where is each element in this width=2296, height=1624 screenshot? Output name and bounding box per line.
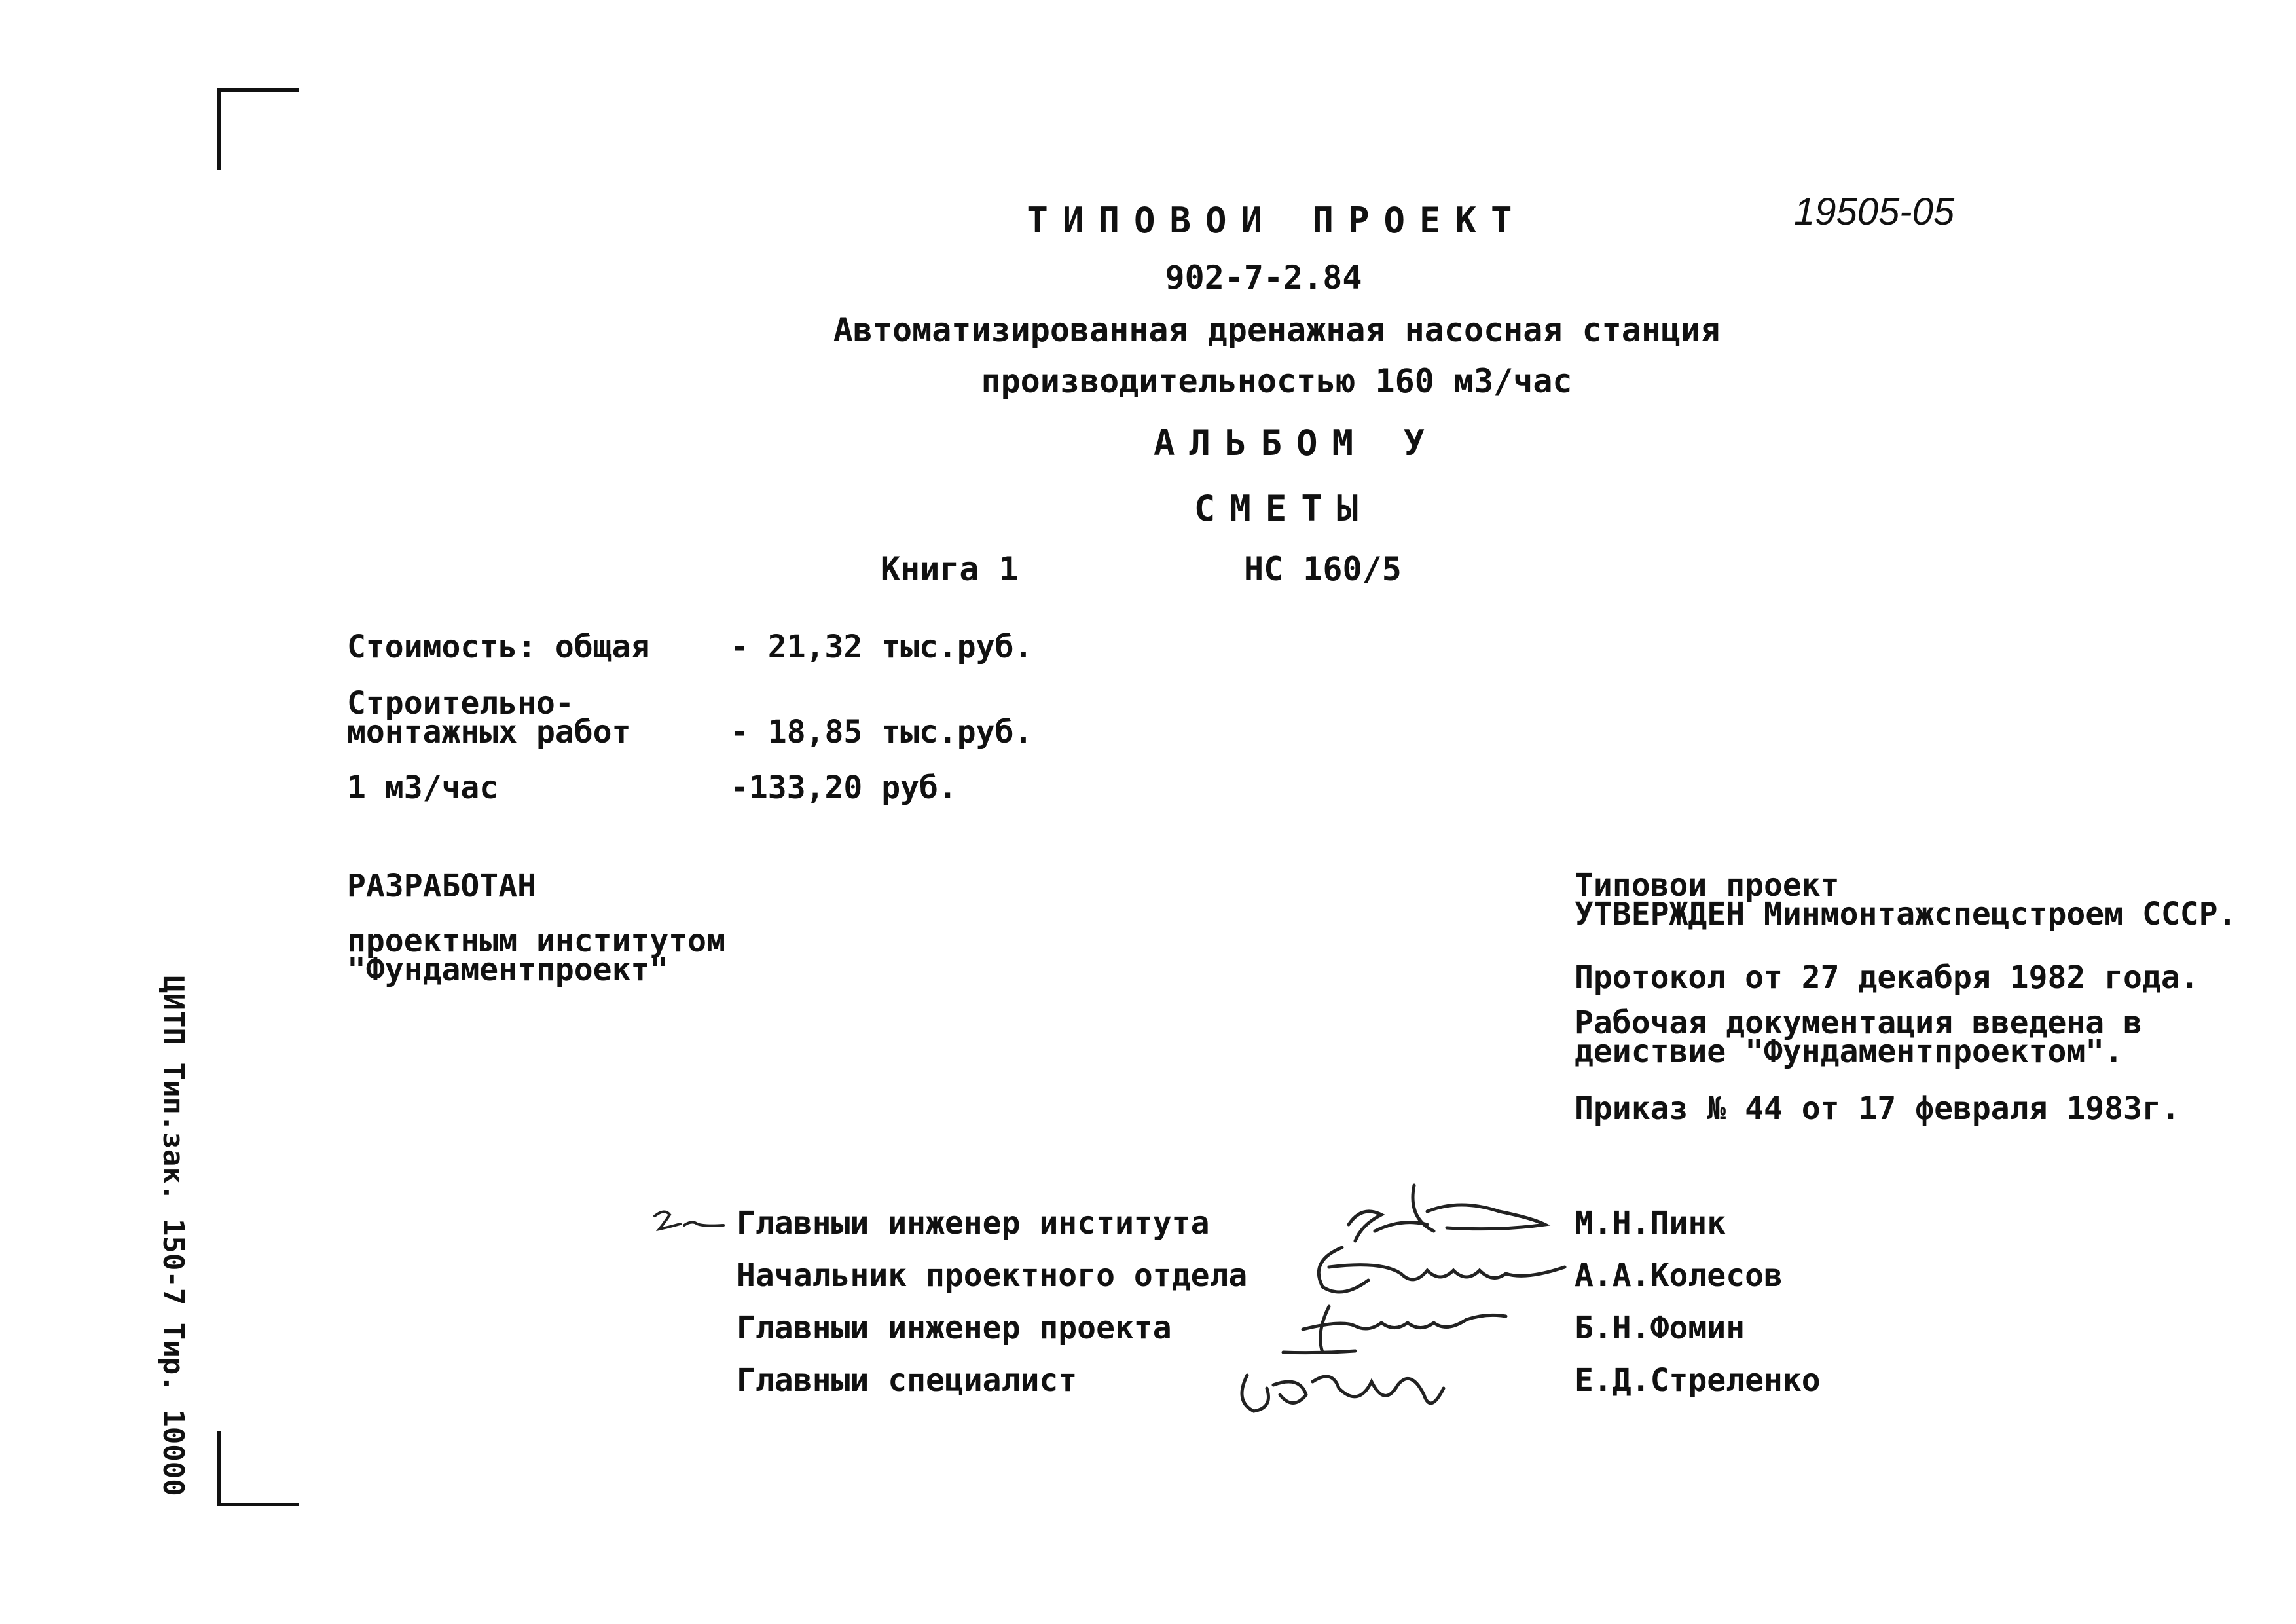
document-number: 19505-05 xyxy=(1794,191,1955,233)
signatory-name-chief-engineer-institute: М.Н.Пинк xyxy=(1575,1205,1726,1242)
project-title: ТИПОВОИ ПРОЕКТ xyxy=(1027,200,1527,241)
handwritten-mark xyxy=(651,1208,730,1234)
approval-line5: деиствие "Фундаментпроектом". xyxy=(1575,1033,2124,1070)
approval-line2: УТВЕРЖДЕН Минмонтажспецстроем СССР. xyxy=(1575,896,2237,932)
cost-total-value: - 21,32 тыс.руб. xyxy=(730,629,1033,665)
signatory-position-department-head: Начальник проектного отдела xyxy=(737,1257,1248,1294)
approval-line1: Типовои проект xyxy=(1575,867,1840,904)
approval-protocol: Протокол от 27 декабря 1982 года. xyxy=(1575,959,2199,996)
signatory-name-department-head: А.А.Колесов xyxy=(1575,1257,1783,1294)
corner-mark-bottom-left xyxy=(217,1431,299,1506)
project-code: 902-7-2.84 xyxy=(1165,259,1362,297)
cost-per-unit-label: 1 м3/час xyxy=(347,769,499,806)
book-mark: НС 160/5 xyxy=(1244,550,1402,588)
album-title: АЛЬБОМ У xyxy=(1153,422,1440,464)
cost-construction-label-line1: Строительно- xyxy=(347,685,574,722)
cost-total-label: Стоимость: общая xyxy=(347,629,650,665)
cost-per-unit-value: -133,20 руб. xyxy=(730,769,957,806)
signatory-position-chief-engineer-project: Главныи инженер проекта xyxy=(737,1310,1172,1346)
side-print-stamp: ЦИТП Тип.зак. 150-7 Тир. 10000 xyxy=(156,976,190,1496)
signatory-name-chief-engineer-project: Б.Н.Фомин xyxy=(1575,1310,1745,1346)
signatory-position-chief-engineer-institute: Главныи инженер института xyxy=(737,1205,1210,1242)
approval-order: Приказ № 44 от 17 февраля 1983г. xyxy=(1575,1090,2180,1127)
section-title: СМЕТЫ xyxy=(1194,488,1373,529)
signature-strelenko xyxy=(1228,1349,1476,1421)
cost-construction-label-line2: монтажных работ xyxy=(347,714,631,750)
approval-line4: Рабочая документация введена в xyxy=(1575,1005,2142,1041)
corner-mark-top-left xyxy=(217,88,299,170)
developed-heading: РАЗРАБОТАН xyxy=(347,868,536,904)
book-number: Книга 1 xyxy=(881,550,1019,588)
signatory-name-chief-specialist: Е.Д.Стреленко xyxy=(1575,1362,1821,1399)
developed-line2: "Фундаментпроект" xyxy=(347,951,669,988)
cost-construction-value: - 18,85 тыс.руб. xyxy=(730,714,1033,750)
signatory-position-chief-specialist: Главныи специалист xyxy=(737,1362,1078,1399)
project-description-line1: Автоматизированная дренажная насосная станция xyxy=(833,311,1721,349)
developed-line1: проектным институтом xyxy=(347,923,725,959)
project-description-line2: производительностью 160 м3/час xyxy=(981,362,1573,400)
